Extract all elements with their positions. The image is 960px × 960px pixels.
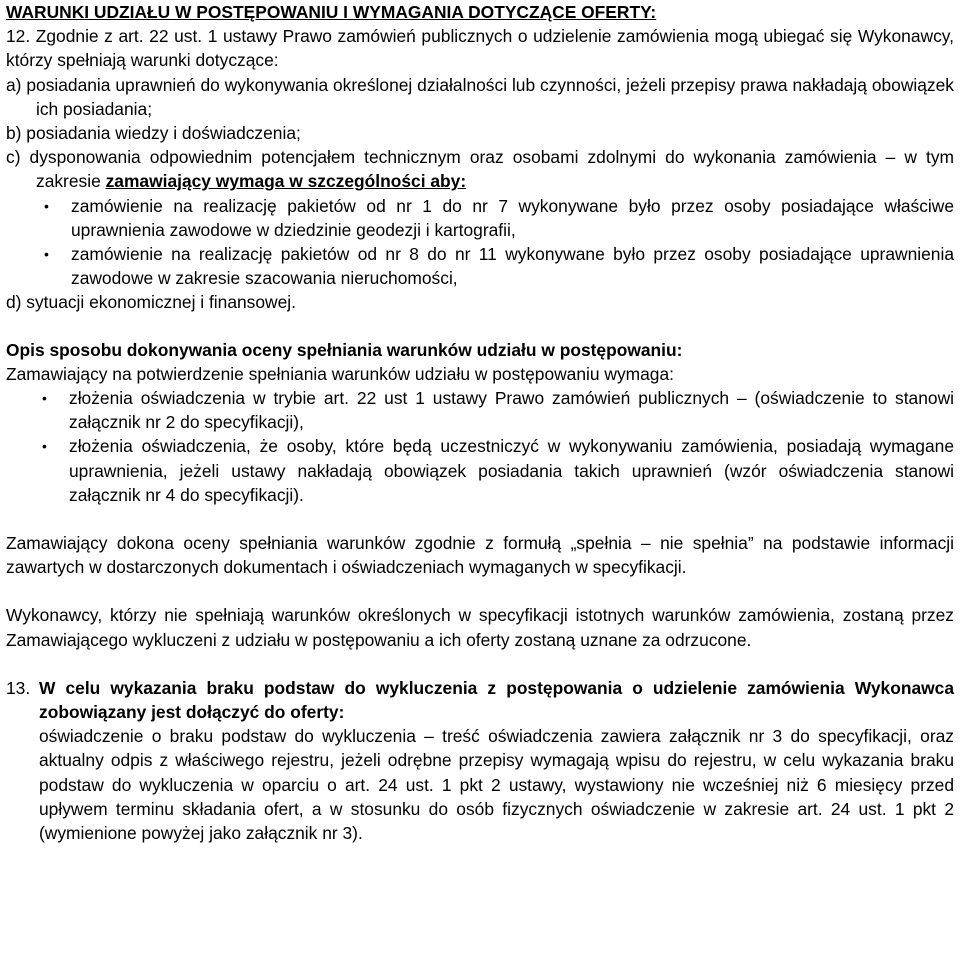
- assessment-heading: Opis sposobu dokonywania oceny spełniania warunków udziału w postępowaniu:: [6, 339, 683, 360]
- bullet-icon: •: [44, 197, 49, 214]
- section-title: WARUNKI UDZIAŁU W POSTĘPOWANIU I WYMAGANIA DOTYCZĄCE OFERTY:: [6, 2, 657, 22]
- bullet-icon: •: [42, 438, 47, 455]
- condition-b: b) posiadania wiedzy i doświadczenia;: [6, 123, 301, 144]
- condition-a: a) posiadania uprawnień do wykonywania określonej działalności lub czynności, jeżeli przepisy prawa nakładają obowiązek ich posiadania;: [6, 74, 954, 119]
- bullet-icon: •: [44, 246, 49, 263]
- condition-c-bullets: [38, 194, 954, 291]
- list-item: • zamówienie na realizację pakietów od nr 8 do nr 11 wykonywane było przez osoby posiadające uprawnienia zawodowe w zakresie szacowania nieruchomości,: [38, 242, 954, 290]
- evaluation-paragraph: Zamawiający dokona oceny spełniania warunków zgodnie z formułą „spełnia – nie spełnia” na podstawie informacji zawartych w dostarczonych dokumentach i oświadczeniach wymaganych w specyfikacji.: [6, 533, 954, 578]
- list-item: • złożenia oświadczenia w trybie art. 22 ust 1 ustawy Prawo zamówień publicznych – (oświadczenie to stanowi załącznik nr 2 do specyfikacji),: [36, 386, 954, 434]
- condition-c-text: c) dysponowania odpowiednim potencjałem technicznym oraz osobami zdolnymi do wykonania zamówienia – w tym zakresie: [6, 147, 954, 192]
- condition-c-emphasis: zamawiający wymaga w szczególności aby:: [105, 171, 467, 192]
- assessment-lead: Zamawiający na potwierdzenie spełniania warunków udziału w postępowaniu wymaga:: [6, 363, 674, 384]
- section-13-body: oświadczenie o braku podstaw do wykluczenia – treść oświadczenia zawiera załącznik nr 3 do specyfikacji, oraz aktualny odpis z właściwego rejestru, jeżeli odrębne przepisy wymagają wpisu do rejestru, w celu wykazania braku podstaw do wykluczenia w oparciu o art. 24 ust. 1 pkt 2 ustawy, wystawiony nie wcześniej niż 6 miesięcy przed upływem terminu składania ofert, a w stosunku do osób fizycznych oświadczenie w zakresie art. 24 ust. 1 pkt 2 (wymienione powyżej jako załącznik nr 3).: [39, 726, 954, 844]
- section-13-heading: W celu wykazania braku podstaw do wykluczenia z postępowania o udzielenie zamówienia Wykonawca zobowiązany jest dołączyć do oferty:: [39, 677, 954, 723]
- condition-c: [6, 145, 954, 193]
- exclusion-paragraph: Wykonawcy, którzy nie spełniają warunków określonych w specyfikacji istotnych warunków zamówienia, zostaną przez Zamawiającego wykluczeni z udziału w postępowaniu a ich oferty zostaną uznane za odrzucone.: [6, 605, 954, 650]
- condition-d: d) sytuacji ekonomicznej i finansowej.: [6, 292, 296, 313]
- intro-paragraph: 12. Zgodnie z art. 22 ust. 1 ustawy Prawo zamówień publicznych o udzielenie zamówienia mogą ubiegać się Wykonawcy, którzy spełniają warunki dotyczące:: [6, 26, 954, 71]
- assessment-bullets: [36, 386, 954, 507]
- bullet-icon: •: [42, 390, 47, 407]
- section-13: [6, 676, 954, 845]
- list-item: • złożenia oświadczenia, że osoby, które będą uczestniczyć w wykonywaniu zamówienia, posiadają wymagane uprawnienia, jeżeli ustawy nakładają obowiązek posiadania takich uprawnień (wzór oświadczenia stanowi załącznik nr 4 do specyfikacji).: [36, 434, 954, 507]
- section-number: 13.: [6, 677, 31, 698]
- list-item: • zamówienie na realizację pakietów od nr 1 do nr 7 wykonywane było przez osoby posiadające właściwe uprawnienia zawodowe w dziedzinie geodezji i kartografii,: [38, 194, 954, 242]
